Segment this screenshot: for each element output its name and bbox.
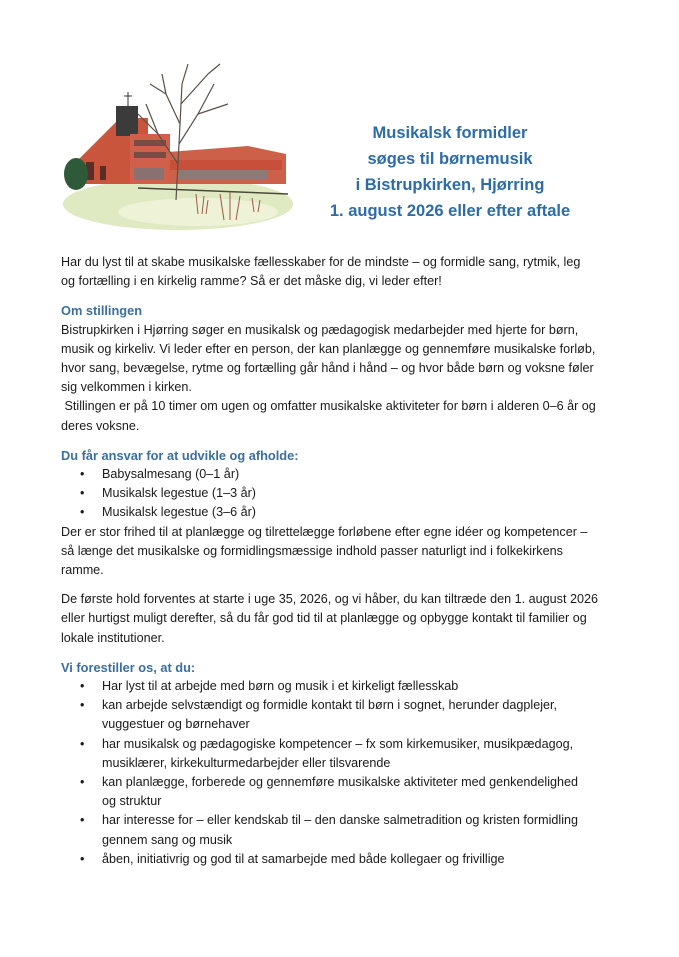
text-line: hvor sang, bevægelse, rytme og fortælling går hånd i hånd – og hvor både børn og voksne føler xyxy=(61,361,594,376)
intro-paragraph xyxy=(61,253,631,291)
text-line: De første hold forventes at starte i uge 35, 2026, og vi håber, du kan tiltræde den 1. august 2026 xyxy=(61,592,598,607)
list-item xyxy=(61,465,631,484)
text-line: lokale institutioner. xyxy=(61,630,165,645)
about-paragraph xyxy=(61,321,631,436)
text-line: Der er stor frihed til at planlægge og tilrettelægge forløbene efter egne idéer og kompetencer – xyxy=(61,524,588,539)
list-item-text: har interesse for – eller kendskab til – den danske salmetradition og kristen formidling xyxy=(102,813,579,828)
text-line: deres voksne. xyxy=(61,418,140,433)
section-heading-responsibilities: Du får ansvar for at udvikle og afholde: xyxy=(61,447,299,463)
text-line: og fortælling i en kirkelig ramme? Så er det måske dig, vi leder efter! xyxy=(61,274,442,289)
list-item-text: musiklærer, kirkekulturmedarbejder eller tilsvarende xyxy=(102,755,391,770)
start-paragraph xyxy=(61,590,631,648)
bullet-icon: • xyxy=(80,698,85,713)
title-line: søges til børnemusik xyxy=(367,150,533,168)
title-line: Musikalsk formidler xyxy=(372,124,528,142)
text-line: eller hurtigst muligt derefter, så du får god tid til at planlægge og opbygge kontakt til familier og xyxy=(61,611,587,626)
title-line: 1. august 2026 eller efter aftale xyxy=(329,202,571,220)
list-item xyxy=(61,503,631,522)
list-item xyxy=(61,696,631,734)
text-line: ramme. xyxy=(61,563,104,578)
bullet-icon: • xyxy=(80,505,85,520)
bullet-icon: • xyxy=(80,813,85,828)
list-item xyxy=(61,773,631,811)
bullet-icon: • xyxy=(80,775,85,790)
section-heading-about: Om stillingen xyxy=(61,303,143,319)
bullet-icon: • xyxy=(80,486,85,501)
text-line: så længe det musikalske og formidlingsmæssige indhold passer naturligt ind i folkekirkens xyxy=(61,543,563,558)
responsibilities-list xyxy=(61,465,631,523)
list-item xyxy=(61,735,631,773)
list-item-text: vuggestuer og børnehaver xyxy=(102,717,250,732)
title-line: i Bistrupkirken, Hjørring xyxy=(355,176,545,194)
text-line: Har du lyst til at skabe musikalske fællesskaber for de mindste – og formidle sang, rytmik, leg xyxy=(61,255,581,269)
text-line: Stillingen er på 10 timer om ugen og omfatter musikalske aktiviteter for børn i alderen 0–6 år og xyxy=(61,399,596,414)
bullet-icon: • xyxy=(80,679,85,694)
list-item-text: kan planlægge, forberede og gennemføre musikalske aktiviteter med genkendelighed xyxy=(102,775,579,790)
list-item-text: og struktur xyxy=(102,794,162,809)
profile-list xyxy=(61,677,631,869)
list-item-text: åben, initiativrig og god til at samarbejde med både kollegaer og frivillige xyxy=(102,851,505,866)
list-item-text: kan arbejde selvstændigt og formidle kontakt til børn i sognet, herunder dagplejer, xyxy=(102,698,558,713)
list-item xyxy=(61,850,631,869)
church-illustration xyxy=(58,44,294,234)
list-item-text: Musikalsk legestue (3–6 år) xyxy=(102,505,256,520)
text-line: Bistrupkirken i Hjørring søger en musikalsk og pædagogisk medarbejder med hjerte for børn, xyxy=(61,322,579,337)
bullet-icon: • xyxy=(80,851,85,866)
bullet-icon: • xyxy=(80,736,85,751)
list-item-text: Babysalmesang (0–1 år) xyxy=(102,467,240,482)
page-title xyxy=(300,120,600,224)
list-item xyxy=(61,677,631,696)
list-item-text: gennem sang og musik xyxy=(102,832,233,847)
text-line: sig velkommen i kirken. xyxy=(61,380,192,395)
list-item-text: har musikalsk og pædagogiske kompetencer – fx som kirkemusiker, musikpædagog, xyxy=(102,736,574,751)
list-item-text: Har lyst til at arbejde med børn og musik i et kirkeligt fællesskab xyxy=(102,679,459,694)
list-item xyxy=(61,484,631,503)
text-line: musik og kirkeliv. Vi leder efter en person, der kan planlægge og gennemføre musikalske forløb, xyxy=(61,341,596,356)
freedom-paragraph xyxy=(61,523,631,581)
list-item xyxy=(61,811,631,849)
section-heading-profile: Vi forestiller os, at du: xyxy=(61,659,196,675)
list-item-text: Musikalsk legestue (1–3 år) xyxy=(102,486,256,501)
bullet-icon: • xyxy=(80,467,85,482)
document-body xyxy=(61,253,631,869)
